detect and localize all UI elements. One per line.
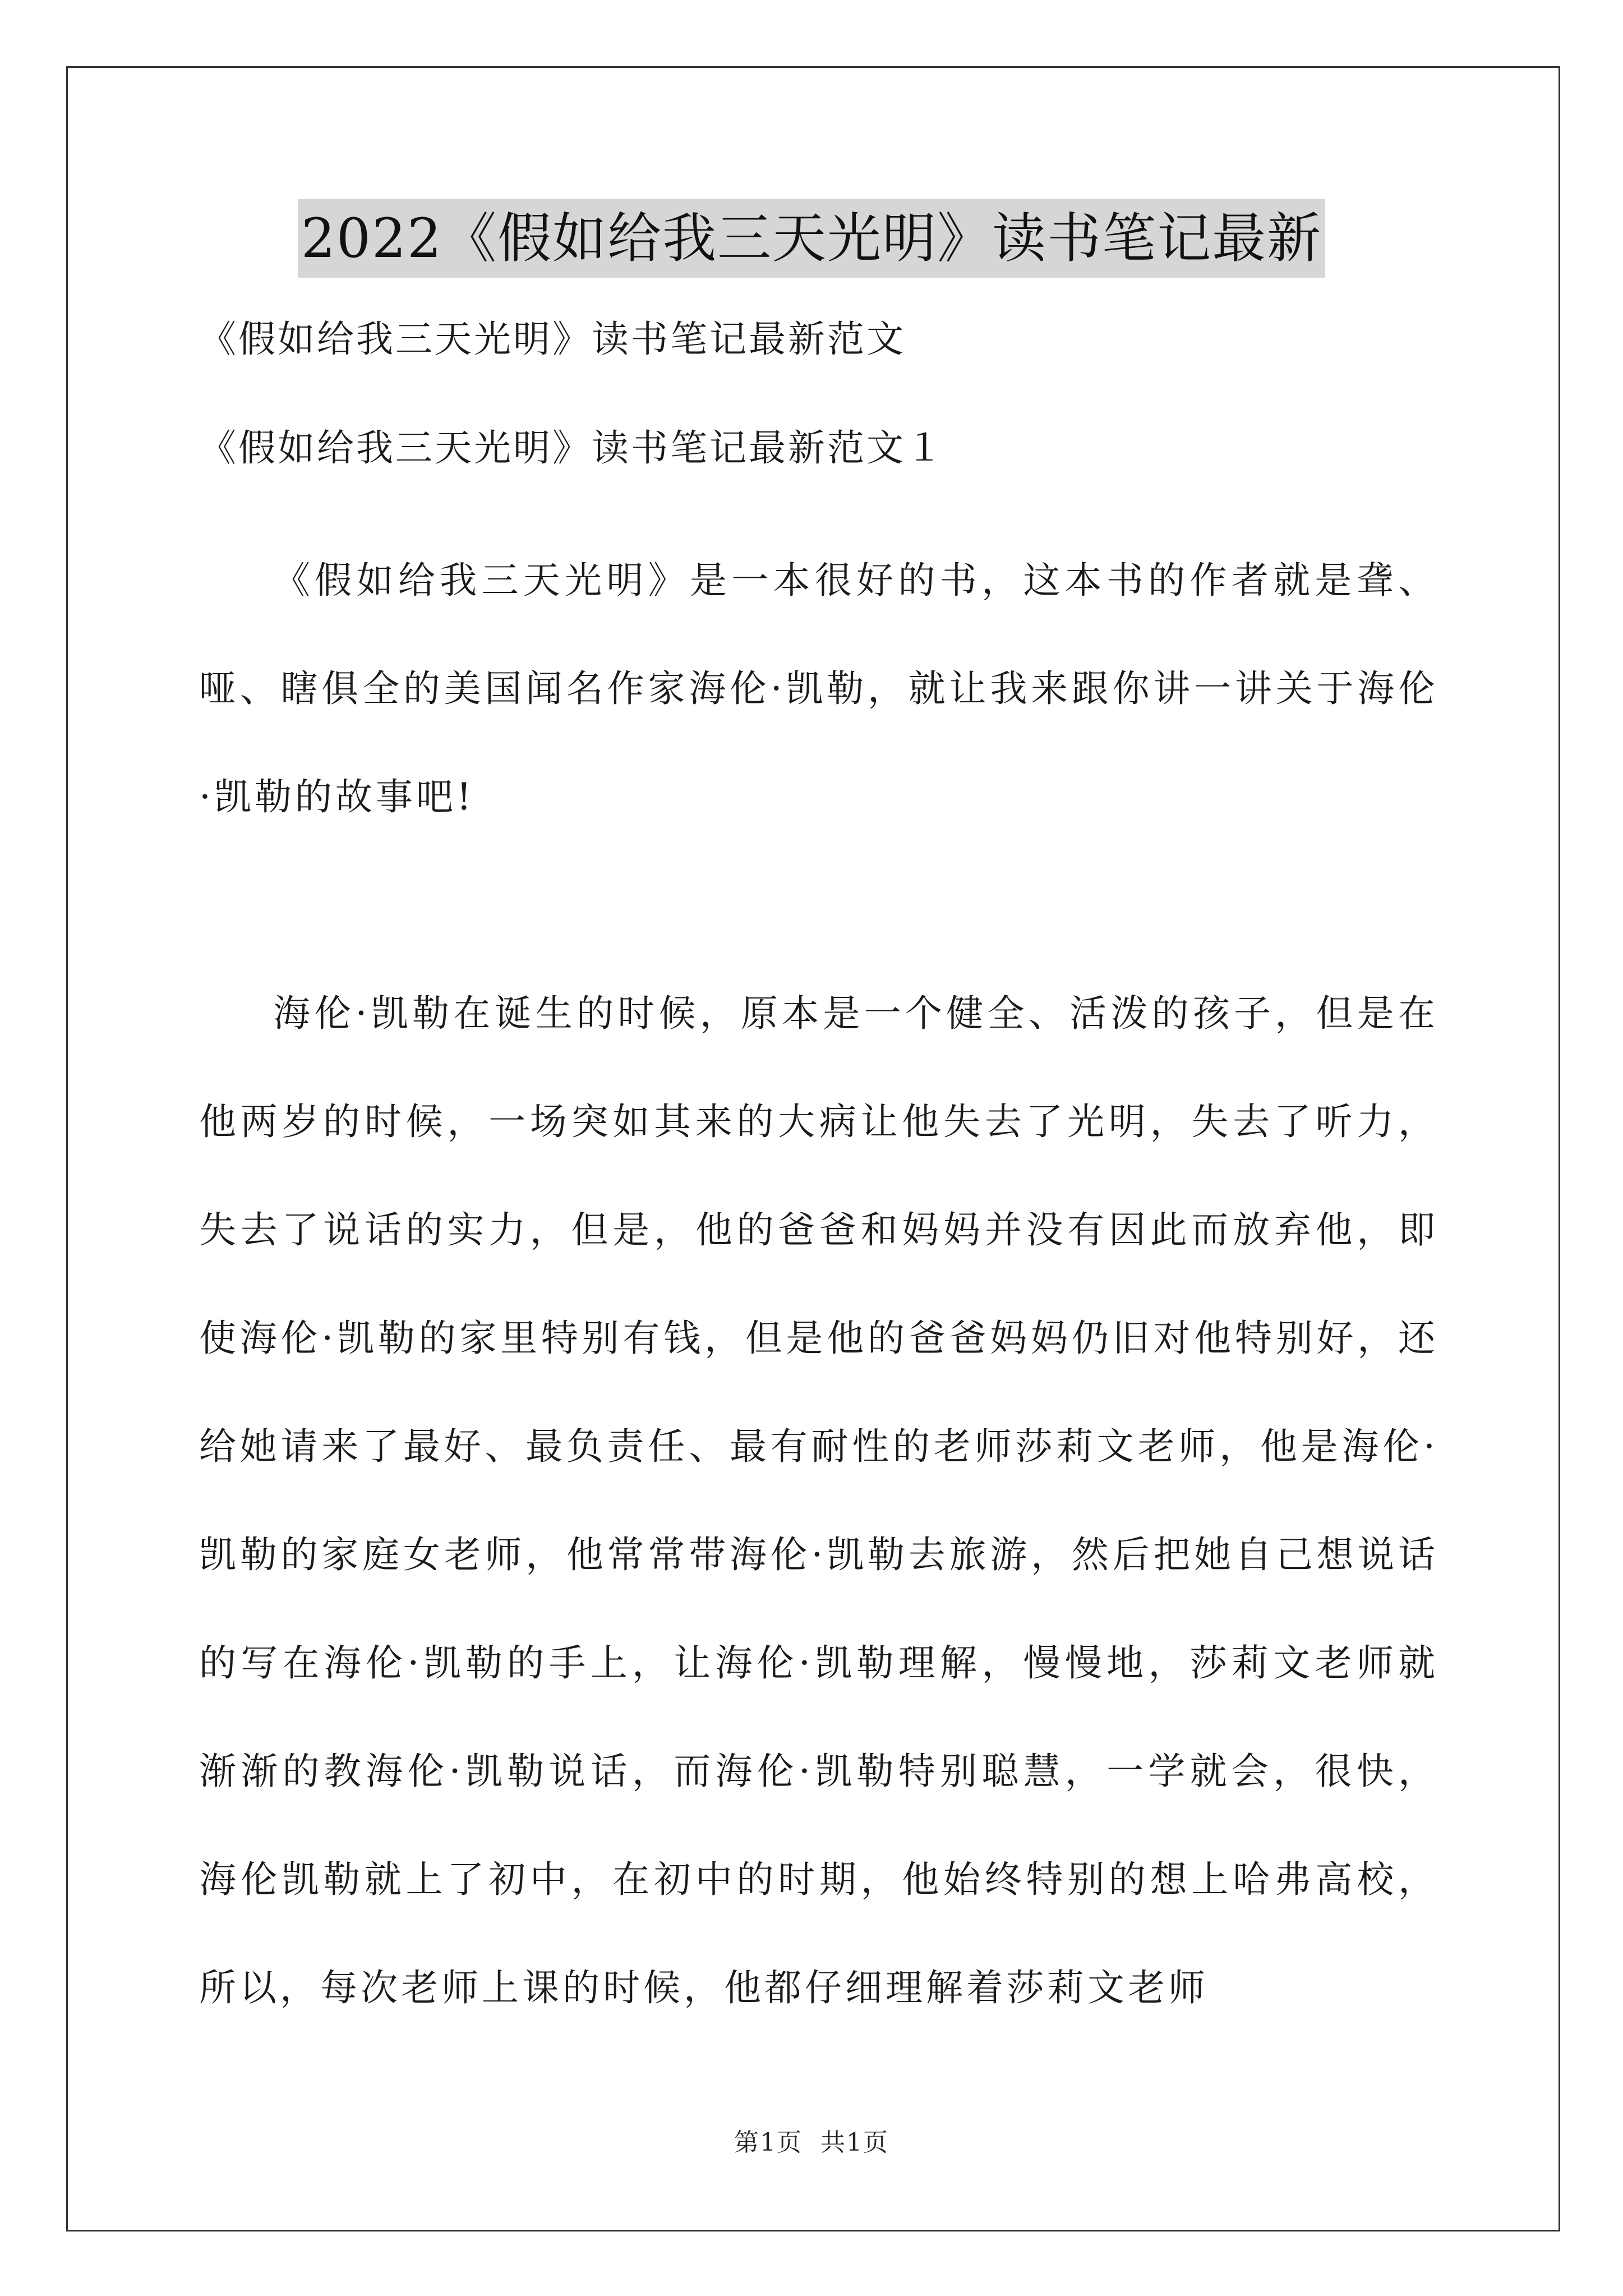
- title-container: [0, 199, 1623, 278]
- page-footer: [0, 2126, 1623, 2160]
- paragraph-2: 海伦·凯勒在诞生的时候，原本是一个健全、活泼的孩子，但是在他两岁的时候，一场突如其来的大病让他失去了光明，失去了听力，失去了说话的实力，但是，他的爸爸和妈妈并没有因此而放弃他，即使海伦·凯勒的家里特别有钱，但是他的爸爸妈妈仍旧对他特别好，还给她请来了最好、最负责任、最有耐性的老师莎莉文老师，他是海伦·凯勒的家庭女老师，他常常带海伦·凯勒去旅游，然后把她自己想说话的写在海伦·凯勒的手上，让海伦·凯勒理解，慢慢地，莎莉文老师就渐渐的教海伦·凯勒说话，而海伦·凯勒特别聪慧，一学就会，很快，海伦凯勒就上了初中，在初中的时期，他始终特别的想上哈弗高校，所以，每次老师上课的时候，他都仔细理解着莎莉文老师: [199, 992, 1438, 2009]
- document-title: 2022《假如给我三天光明》读书笔记最新: [298, 199, 1325, 278]
- page-total: 共1页: [820, 2128, 889, 2157]
- paragraph-1: 《假如给我三天光明》是一本很好的书，这本书的作者就是聋、哑、瞎俱全的美国闻名作家海伦·凯勒，就让我来跟你讲一讲关于海伦·凯勒的故事吧!: [199, 559, 1438, 818]
- page-number: 第1页: [734, 2128, 803, 2157]
- subtitle-line-1: 《假如给我三天光明》读书笔记最新范文: [199, 318, 906, 361]
- paragraph-spacer: [199, 851, 1438, 959]
- subtitle-line-2: 《假如给我三天光明》读书笔记最新范文１: [199, 426, 945, 470]
- document-body: [199, 309, 1438, 2042]
